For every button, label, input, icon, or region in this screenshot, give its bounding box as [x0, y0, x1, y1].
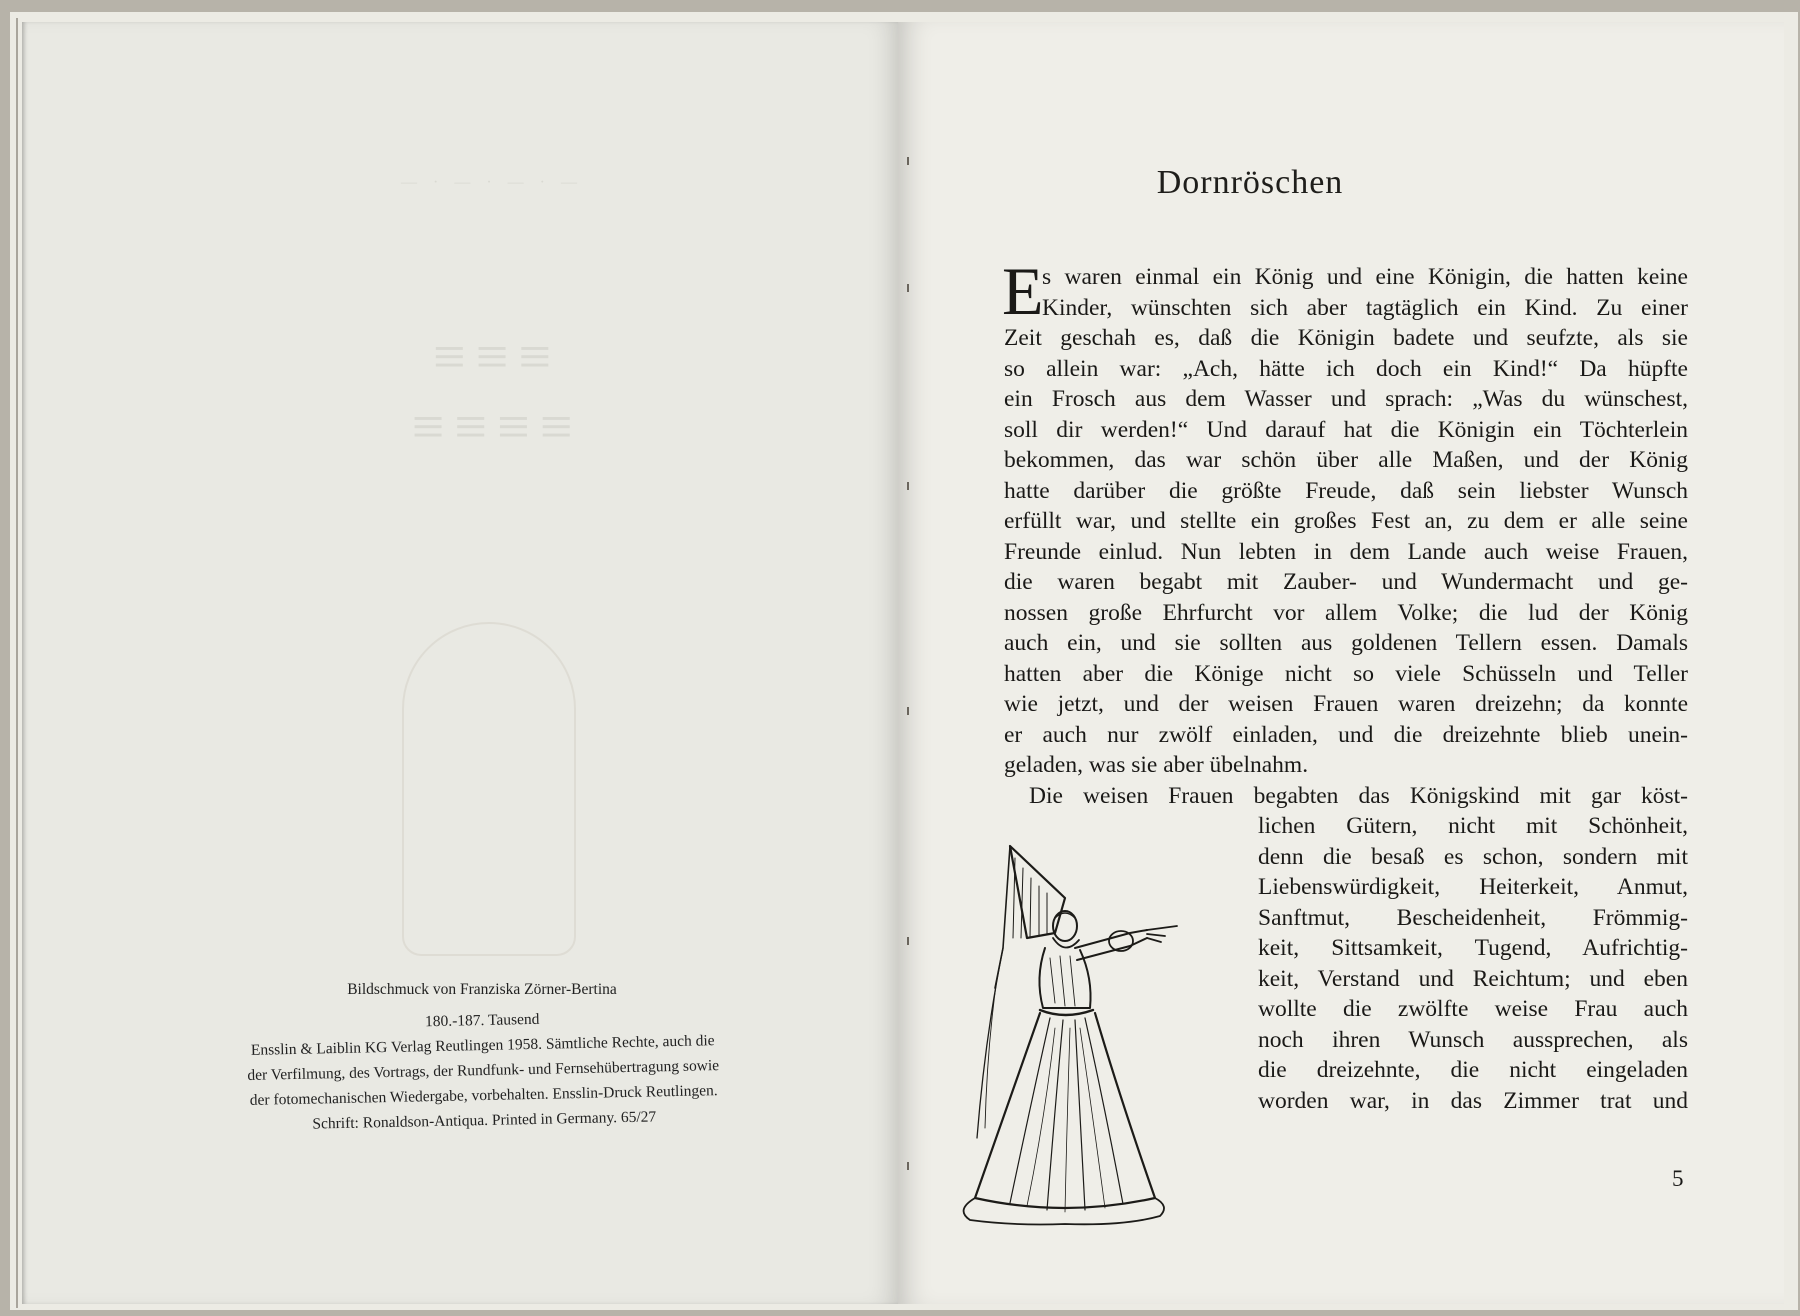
drop-cap: E — [1002, 253, 1044, 329]
text-line: Liebenswürdigkeit, Heiterkeit, Anmut, — [1258, 874, 1688, 900]
first-line-text: s waren einmal ein König und eine Königin, die hatten keine — [1042, 264, 1688, 290]
text-line: so allein war: „Ach, hätte ich doch ein Kind!“ Da hüpfte — [1004, 355, 1688, 382]
show-through-text: — · — · — · — — [401, 174, 583, 191]
text-line: hatte darüber die größte Freude, daß sein liebster Wunsch — [1004, 477, 1688, 504]
text-line: lichen Gütern, nicht mit Schönheit, — [1258, 813, 1688, 839]
page-edge — [16, 18, 18, 1308]
show-through-title: ≡≡≡ ≡≡≡≡ — [411, 324, 583, 459]
illustration-credit: Bildschmuck von Franziska Zörner-Bertina — [347, 981, 617, 998]
text-line: ein Frosch aus dem Wasser und sprach: „Was du wünschest, — [1004, 386, 1688, 412]
text-line: Zeit geschah es, daß die Königin badete und seufzte, als sie — [1004, 325, 1688, 351]
imprint-line: 180.-187. Tausend — [424, 1010, 540, 1031]
spine-stitch — [907, 157, 909, 165]
text-line: soll dir werden!“ Und darauf hat die Königin ein Töchterlein — [1004, 416, 1688, 443]
text-line: keit, Sittsamkeit, Tugend, Aufrichtig- — [1258, 935, 1688, 961]
text-line: keit, Verstand und Reichtum; und eben — [1258, 965, 1688, 992]
spine-stitch — [907, 482, 909, 490]
text-line: Die weisen Frauen begabten das Königskind mit gar köst- — [1029, 782, 1688, 809]
text-line: hatten aber die Könige nicht so viele Schüsseln und Teller — [1004, 660, 1688, 687]
show-through-figure — [402, 622, 576, 956]
text-line: Sanftmut, Bescheidenheit, Frömmig- — [1258, 904, 1688, 931]
text-line: wollte die zwölfte weise Frau auch — [1258, 996, 1688, 1022]
left-page — [22, 22, 898, 1304]
story-title: Dornröschen — [1156, 164, 1344, 201]
imprint-line: der Verfilmung, des Vortrags, der Rundfunk- und Fernsehübertragung sowie — [247, 1057, 720, 1084]
spine-stitch — [907, 937, 909, 945]
text-line: noch ihren Wunsch aussprechen, als — [1258, 1026, 1688, 1053]
text-line: Kinder, wünschten sich aber tagtäglich ein Kind. Zu einer — [1042, 294, 1688, 321]
imprint-block — [197, 1002, 769, 1139]
text-line: er auch nur zwölf einladen, und die dreizehnte blieb unein- — [1004, 721, 1688, 748]
wise-woman-pointing-illustration — [915, 838, 1215, 1228]
spine-stitch — [907, 707, 909, 715]
text-line: auch ein, und sie sollten aus goldenen Tellern essen. Damals — [1004, 630, 1688, 656]
imprint-line: der fotomechanischen Wiedergabe, vorbehalten. Ensslin-Druck Reutlingen. — [249, 1082, 718, 1109]
text-line: Freunde einlud. Nun lebten in dem Lande auch weise Frauen, — [1004, 538, 1688, 565]
imprint-line: Schrift: Ronaldson-Antiqua. Printed in Germany. 65/27 — [312, 1108, 657, 1133]
text-line: bekommen, das war schön über alle Maßen, und der König — [1004, 447, 1688, 473]
text-line: die dreizehnte, die nicht eingeladen — [1258, 1057, 1688, 1083]
spine-stitch — [907, 284, 909, 292]
text-line: worden war, in das Zimmer trat und — [1258, 1087, 1688, 1114]
text-line: erfüllt war, und stellte ein großes Fest an, zu dem er alle seine — [1004, 508, 1688, 534]
text-line: geladen, was sie aber übelnahm. — [1004, 752, 1309, 778]
spine-stitch — [907, 1162, 909, 1170]
imprint — [197, 977, 767, 1139]
imprint-line: Ensslin & Laiblin KG Verlag Reutlingen 1958. Sämtliche Rechte, auch die — [250, 1032, 715, 1059]
text-line: nossen große Ehrfurcht vor allem Volke; die lud der König — [1004, 599, 1688, 626]
text-line: wie jetzt, und der weisen Frauen waren dreizehn; da konnte — [1004, 691, 1688, 717]
text-line: die waren begabt mit Zauber- und Wundermacht und ge- — [1004, 569, 1688, 595]
text-line: denn die besaß es schon, sondern mit — [1258, 843, 1688, 870]
page-number: 5 — [1672, 1166, 1684, 1191]
